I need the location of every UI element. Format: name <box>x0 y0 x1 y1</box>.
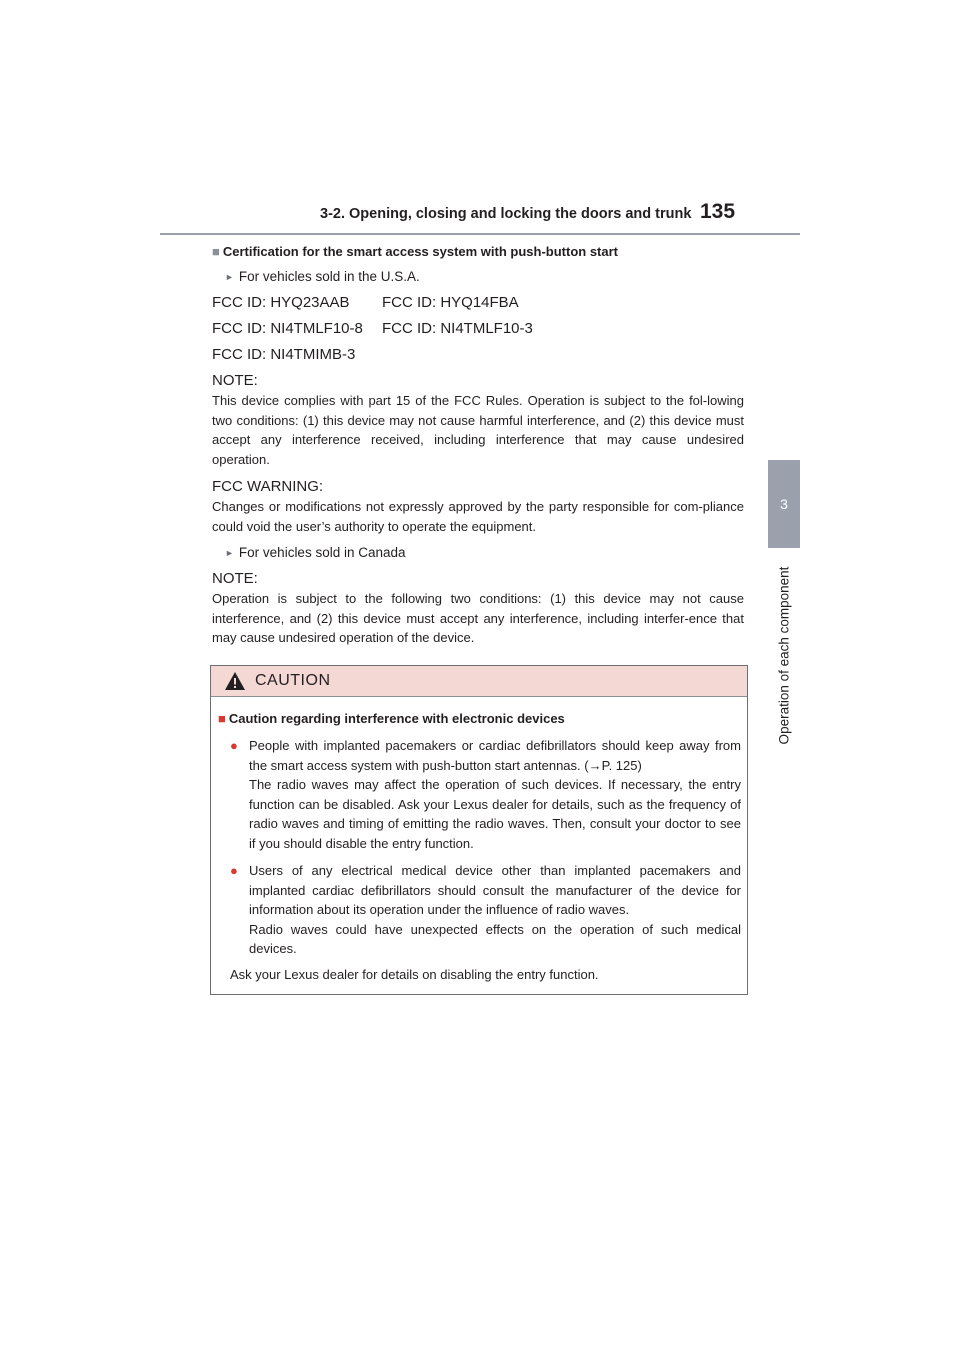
warning-label: FCC WARNING: <box>212 478 324 495</box>
bullet-line: The radio waves may affect the operation of such devices. If necessary, the entry function can be disabled. Ask your Lexus dealer for details, such as the frequency of radio waves and timing of emitting the radio waves. Then, consult your doctor to see if you should disable the entry function. <box>249 777 741 851</box>
chapter-label-text: Operation of each component <box>776 566 792 744</box>
caution-heading <box>218 711 741 726</box>
chapter-number: 3 <box>780 496 788 512</box>
fcc-id: FCC ID: NI4TMLF10-8 <box>212 320 363 337</box>
page-number: 135 <box>700 200 736 223</box>
note-label: NOTE: <box>212 372 258 389</box>
caution-body <box>211 697 747 982</box>
caution-bullet <box>218 861 741 959</box>
square-bullet-icon: ■ <box>212 244 220 259</box>
section-heading-text: Certification for the smart access system with push-button start <box>222 244 618 259</box>
fcc-id: FCC ID: NI4TMLF10-3 <box>382 320 533 337</box>
fcc-id-row <box>212 320 744 337</box>
fcc-id: FCC ID: HYQ14FBA <box>382 294 519 311</box>
circle-bullet-icon: ● <box>230 863 238 878</box>
note-text: Operation is subject to the following two conditions: (1) this device may not cause interference, and (2) this device must accept any interference, including interfer-ence that may cause undesired operation of the device. <box>212 591 744 645</box>
section-title: 3-2. Opening, closing and locking the doors and trunk <box>320 206 692 222</box>
subheading-canada-text: For vehicles sold in Canada <box>238 545 406 560</box>
bullet-line: People with implanted pacemakers or cardiac defibrillators should keep away from the smart access system with push-button start antennas. (→P. 125) <box>249 738 741 773</box>
fcc-id-row <box>212 294 744 311</box>
bullet-line: Radio waves could have unexpected effects on the operation of such medical devices. <box>249 921 741 956</box>
bullet-line: Users of any electrical medical device other than implanted pacemakers and implanted cardiac defibrillators should consult the manufacturer of the device for information about its operation under the influence of radio waves. <box>249 863 741 917</box>
header-rule <box>160 233 800 235</box>
fcc-id: FCC ID: NI4TMIMB-3 <box>212 346 356 363</box>
chapter-tab <box>768 460 800 548</box>
caution-header <box>211 666 747 697</box>
chapter-label <box>766 552 802 758</box>
fcc-id: FCC ID: HYQ23AAB <box>212 294 350 311</box>
bullet-text <box>244 736 741 853</box>
main-content <box>212 244 744 657</box>
subheading-usa <box>225 269 744 284</box>
warning-icon <box>224 671 246 691</box>
note-text: This device complies with part 15 of the FCC Rules. Operation is subject to the fol-lowing two conditions: (1) this device may not cause harmful interference, and (2) this device must accept any interference received, including interference that may cause undesired operation. <box>212 393 744 467</box>
warning-text: Changes or modifications not expressly approved by the party responsible for com-pliance could void the user’s authority to operate the equipment. <box>212 499 744 534</box>
triangle-bullet-icon: ► <box>225 272 234 282</box>
caution-heading-text: Caution regarding interference with electronic devices <box>228 711 565 726</box>
fcc-id-row <box>212 346 744 363</box>
circle-bullet-icon: ● <box>230 738 238 753</box>
bullet-text <box>244 861 741 959</box>
caution-title: CAUTION <box>255 672 331 689</box>
note-label: NOTE: <box>212 570 258 587</box>
square-bullet-icon: ■ <box>218 711 226 726</box>
caution-box <box>210 665 748 995</box>
caution-closing: Ask your Lexus dealer for details on disabling the entry function. <box>230 966 599 982</box>
caution-bullet <box>218 736 741 853</box>
section-heading <box>212 244 744 259</box>
subheading-canada <box>225 545 744 560</box>
triangle-bullet-icon: ► <box>225 548 234 558</box>
subheading-usa-text: For vehicles sold in the U.S.A. <box>238 269 420 284</box>
